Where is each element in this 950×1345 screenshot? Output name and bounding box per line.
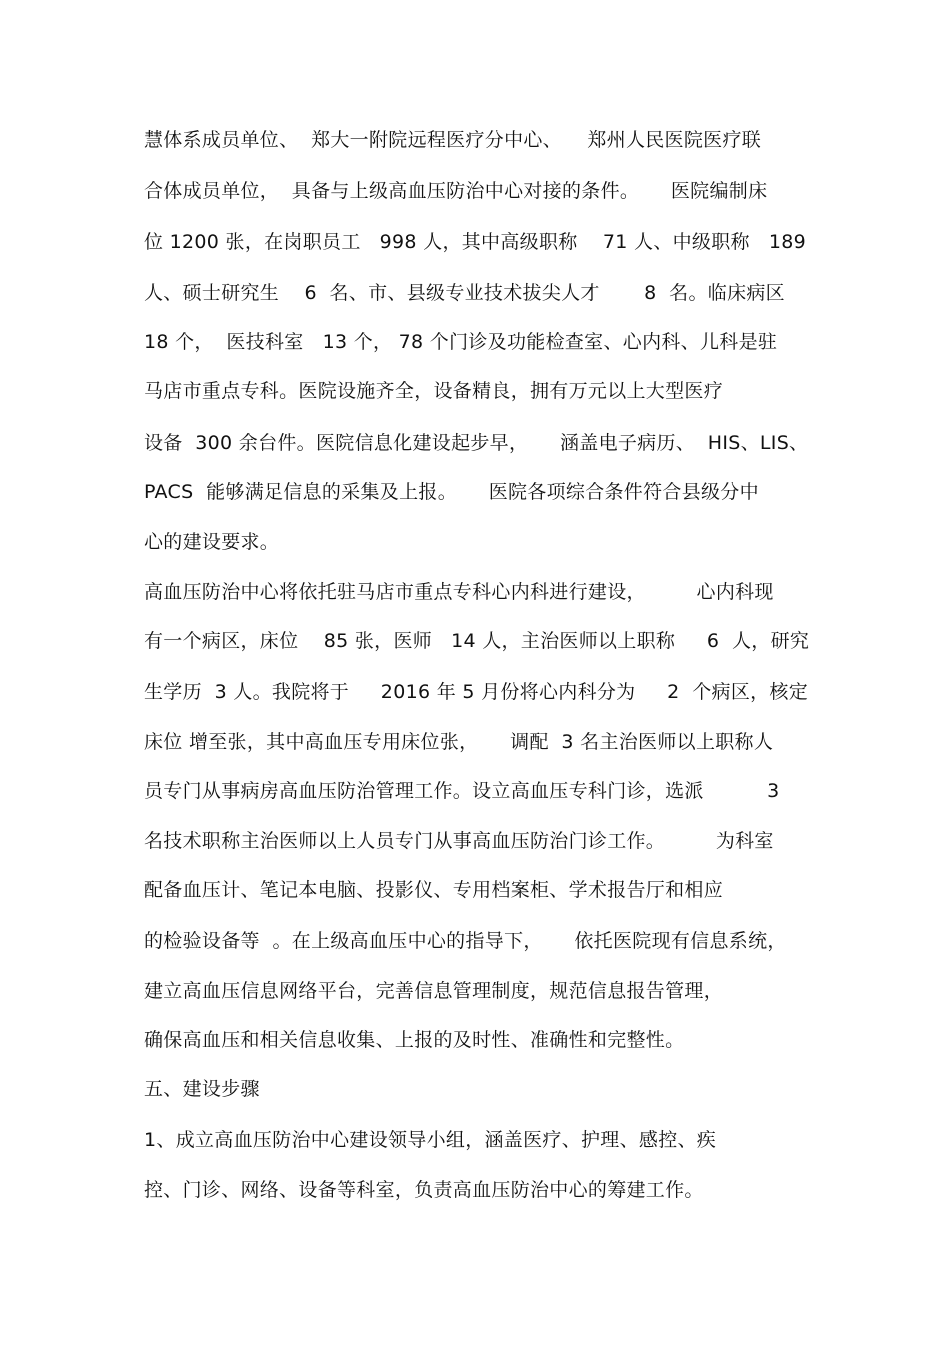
paragraph-line: 建立高血压信息网络平台，完善信息管理制度，规范信息报告管理， xyxy=(144,980,724,1002)
paragraph-line: 设备 300 余台件。医院信息化建设起步早， 涵盖电子病历、 HIS、LIS、 xyxy=(144,432,809,454)
paragraph-line: 马店市重点专科。医院设施齐全，设备精良，拥有万元以上大型医疗 xyxy=(144,380,724,402)
paragraph-line: PACS 能够满足信息的采集及上报。 医院各项综合条件符合县级分中 xyxy=(144,481,759,503)
paragraph-line: 生学历 3 人。我院将于 2016 年 5 月份将心内科分为 2 个病区，核定 xyxy=(144,681,809,703)
section-heading: 五、建设步骤 xyxy=(144,1078,260,1100)
paragraph-line: 18 个， 医技科室 13 个， 78 个门诊及功能检查室、心内科、儿科是驻 xyxy=(144,331,778,353)
paragraph-line: 有一个病区，床位 85 张，医师 14 人，主治医师以上职称 6 人，研究 xyxy=(144,630,810,652)
paragraph-line: 合体成员单位， 具备与上级高血压防治中心对接的条件。 医院编制床 xyxy=(144,180,768,202)
paragraph-line: 位 1200 张，在岗职员工 998 人，其中高级职称 71 人、中级职称 189 xyxy=(144,231,807,253)
paragraph-line: 名技术职称主治医师以上人员专门从事高血压防治门诊工作。 为科室 xyxy=(144,830,774,852)
paragraph-line: 员专门从事病房高血压防治管理工作。设立高血压专科门诊，选派 3 xyxy=(144,780,780,802)
paragraph-line: 人、硕士研究生 6 名、市、县级专业技术拔尖人才 8 名。临床病区 xyxy=(144,282,785,304)
paragraph-line: 确保高血压和相关信息收集、上报的及时性、准确性和完整性。 xyxy=(144,1029,685,1051)
paragraph-line: 配备血压计、笔记本电脑、投影仪、专用档案柜、学术报告厅和相应 xyxy=(144,879,724,901)
paragraph-line: 高血压防治中心将依托驻马店市重点专科心内科进行建设， 心内科现 xyxy=(144,581,774,603)
paragraph-line: 1、成立高血压防治中心建设领导小组，涵盖医疗、护理、感控、疾 xyxy=(144,1129,717,1151)
paragraph-line: 慧体系成员单位、 郑大一附院远程医疗分中心、 郑州人民医院医疗联 xyxy=(144,129,762,151)
paragraph-line: 控、门诊、网络、设备等科室，负责高血压防治中心的筹建工作。 xyxy=(144,1179,704,1201)
paragraph-line: 的检验设备等 。在上级高血压中心的指导下， 依托医院现有信息系统， xyxy=(144,930,787,952)
paragraph-line: 床位 增至张，其中高血压专用床位张， 调配 3 名主治医师以上职称人 xyxy=(144,731,774,753)
paragraph-line: 心的建设要求。 xyxy=(144,531,280,553)
